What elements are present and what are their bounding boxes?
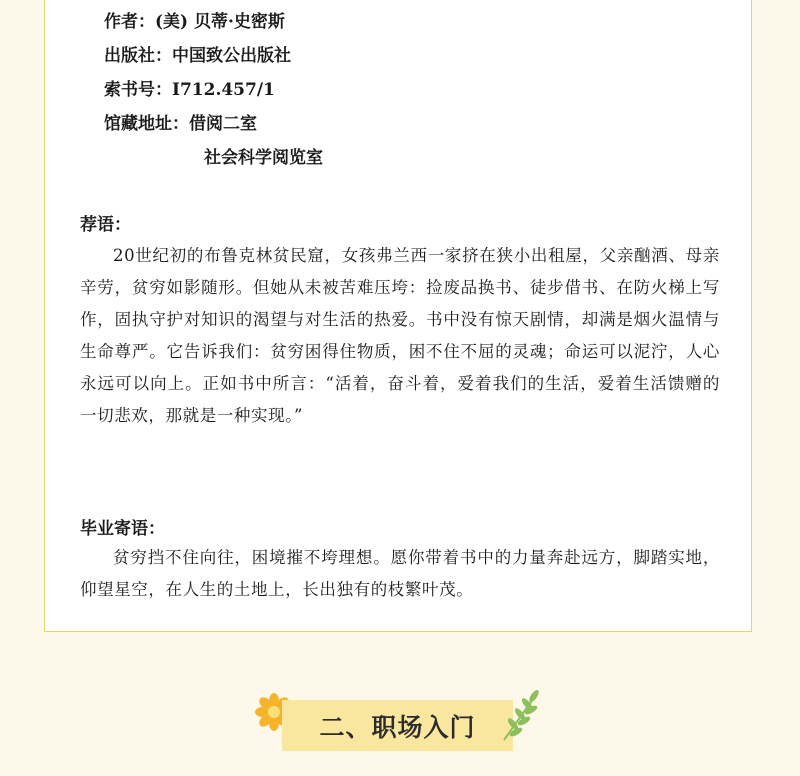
recommendation-text: 20世纪初的布鲁克林贫民窟，女孩弗兰西一家挤在狭小出租屋，父亲酗酒、母亲辛劳，贫穷如影随形。但她从未被苦难压垮：捡废品换书、徒步借书、在防火梯上写作，固执守护对知识的渴望与对生活的热爱。书中没有惊天剧情，却满是烟火温情与生命尊严。它告诉我们：贫穷困得住物质，困不住不屈的灵魂；命运可以泥泞，人心永远可以向上。正如书中所言：“活着，奋斗着，爱着我们的生活，爱着生活馈赠的一切悲欢，那就是一种实现。” — [80, 246, 720, 425]
leaf-sprig-icon — [496, 686, 546, 744]
author-row — [104, 12, 285, 32]
graduation-heading: 毕业寄语： — [80, 519, 165, 539]
location-value-1: 借阅二室 — [189, 114, 257, 134]
call-number-value: I712.457/1 — [172, 80, 275, 100]
section-banner — [282, 700, 513, 751]
publisher-row — [104, 46, 291, 66]
location-label: 馆藏地址： — [104, 114, 189, 134]
publisher-value: 中国致公出版社 — [172, 46, 291, 66]
section-title: 二、职场入门 — [319, 712, 476, 742]
author-value: (美) 贝蒂·史密斯 — [155, 12, 285, 32]
author-label: 作者： — [104, 12, 155, 32]
recommendation-heading: 荐语： — [80, 215, 131, 235]
location-value-2: 社会科学阅览室 — [204, 148, 323, 168]
publisher-label: 出版社： — [104, 46, 172, 66]
call-number-row — [104, 80, 275, 100]
location-row — [104, 114, 257, 134]
graduation-text: 贫穷挡不住向往，困境摧不垮理想。愿你带着书中的力量奔赴远方，脚踏实地，仰望星空，在人生的土地上，长出独有的枝繁叶茂。 — [80, 548, 720, 599]
call-number-label: 索书号： — [104, 80, 172, 100]
